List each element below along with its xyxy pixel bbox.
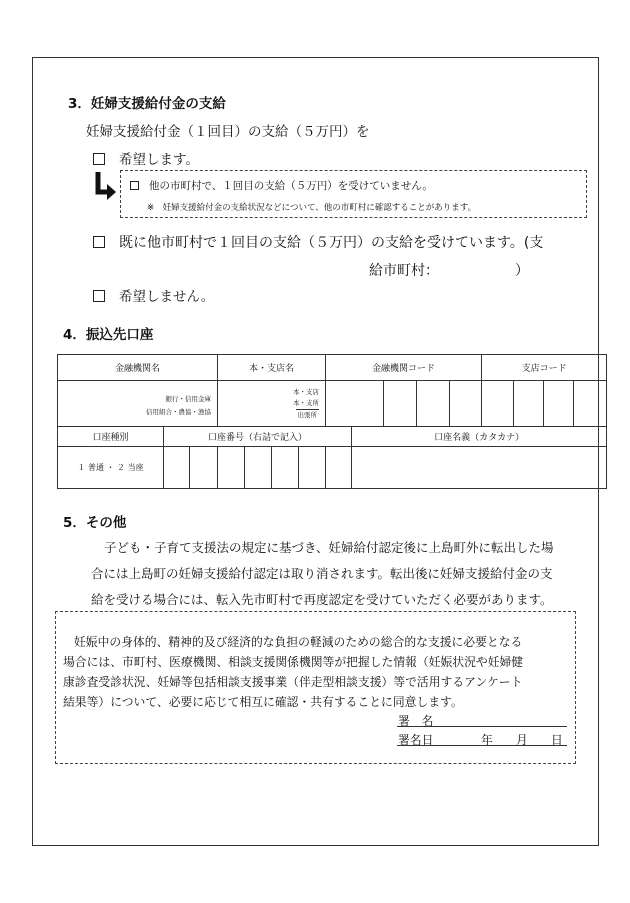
signature-label: 署 名 [398,714,434,728]
account-number-header: 口座番号（右詰で記入） [164,427,352,447]
account-number-digit[interactable] [190,447,218,489]
bank-account-table [57,354,607,489]
paying-municipality-label: 給市町村： [369,263,439,279]
bank-code-digit[interactable] [384,381,417,427]
consent-line4: 結果等）について、必要に応じて相互に確認・共有することに同意します。 [63,695,463,709]
branch-name-header: 本・支店名 [218,355,326,381]
branch-code-digit[interactable] [514,381,544,427]
account-number-digit[interactable] [272,447,299,489]
arrow-down-right-icon [92,170,118,206]
branch-code-digit[interactable] [482,381,514,427]
sub-condition-option[interactable]: 他の市町村で、１回目の支給（５万円）を受けていません。 [130,178,433,193]
sub-condition-note: ※ 妊婦支援給付金の支給状況などについて、他の市町村に確認することがあります。 [147,203,477,213]
other-paragraph-line3: 給を受ける場合には、転入先市町村で再度認定を受けていただく必要があります。 [91,592,553,607]
account-number-digit[interactable] [164,447,190,489]
not-desire-checkbox[interactable] [93,290,105,302]
date-month-label: 月 [516,733,528,747]
sub-condition-checkbox[interactable] [130,181,139,190]
branch-code-digit[interactable] [574,381,607,427]
account-number-digit[interactable] [218,447,245,489]
bank-name-header: 金融機関名 [58,355,218,381]
option-already-received[interactable]: 既に他市町村で１回目の支給（５万円）の支給を受けています。(支 [93,232,543,252]
bank-code-digit[interactable] [450,381,482,427]
account-type-header: 口座種別 [58,427,164,447]
bank-code-header: 金融機関コード [326,355,482,381]
section3-intro: 妊婦支援給付金（１回目）の支給（５万円）を [86,124,370,140]
consent-line3: 康診査受診状況、妊婦等包括相談支援事業（伴走型相談支援）等で活用するアンケート [63,675,523,689]
consent-line2: 場合には、市町村、医療機関、相談支援関係機関等が把握した情報（妊娠状況や妊婦健 [63,655,524,669]
bank-code-digit[interactable] [417,381,450,427]
branch-name-cell[interactable]: 本・支店 本・支所 出張所 [218,381,326,427]
branch-code-header: 支店コード [482,355,607,381]
account-name-input[interactable] [352,447,607,489]
branch-code-digit[interactable] [544,381,574,427]
account-type-cell[interactable]: １ 普通 ・ ２ 当座 [58,447,164,489]
date-day-label: 日 [551,733,563,747]
date-year-label: 年 [481,733,493,747]
section3-heading: 3．妊婦支援給付金の支給 [68,96,226,112]
account-name-header: 口座名義（カタカナ） [352,427,607,447]
account-number-digit[interactable] [245,447,272,489]
desire-checkbox[interactable] [93,153,105,165]
already-received-checkbox[interactable] [93,236,105,248]
option-desire[interactable]: 希望します。 [93,148,199,168]
signature-date-label: 署名日 [398,733,434,747]
option-not-desire[interactable]: 希望しません。 [93,285,214,305]
account-number-digit[interactable] [326,447,352,489]
signature-field[interactable] [397,726,567,727]
section4-heading: 4．振込先口座 [63,327,154,343]
signature-date-field[interactable] [397,745,567,746]
account-number-digit[interactable] [299,447,326,489]
bank-code-digit[interactable] [326,381,384,427]
other-paragraph-line1: 子ども・子育て支援法の規定に基づき、妊婦給付認定後に上島町外に転出した場 [104,540,554,555]
consent-line1: 妊娠中の身体的、精神的及び経済的な負担の軽減のための総合的な支援に必要となる [74,635,523,649]
other-paragraph-line2: 合には上島町の妊婦支援給付認定は取り消されます。転出後に妊婦支援給付金の支 [91,566,553,581]
paying-municipality-close: ） [515,263,529,279]
section5-heading: 5．その他 [63,515,127,531]
bank-name-cell[interactable]: 銀行・信用金庫 信用組合・農協・漁協 [58,381,218,427]
